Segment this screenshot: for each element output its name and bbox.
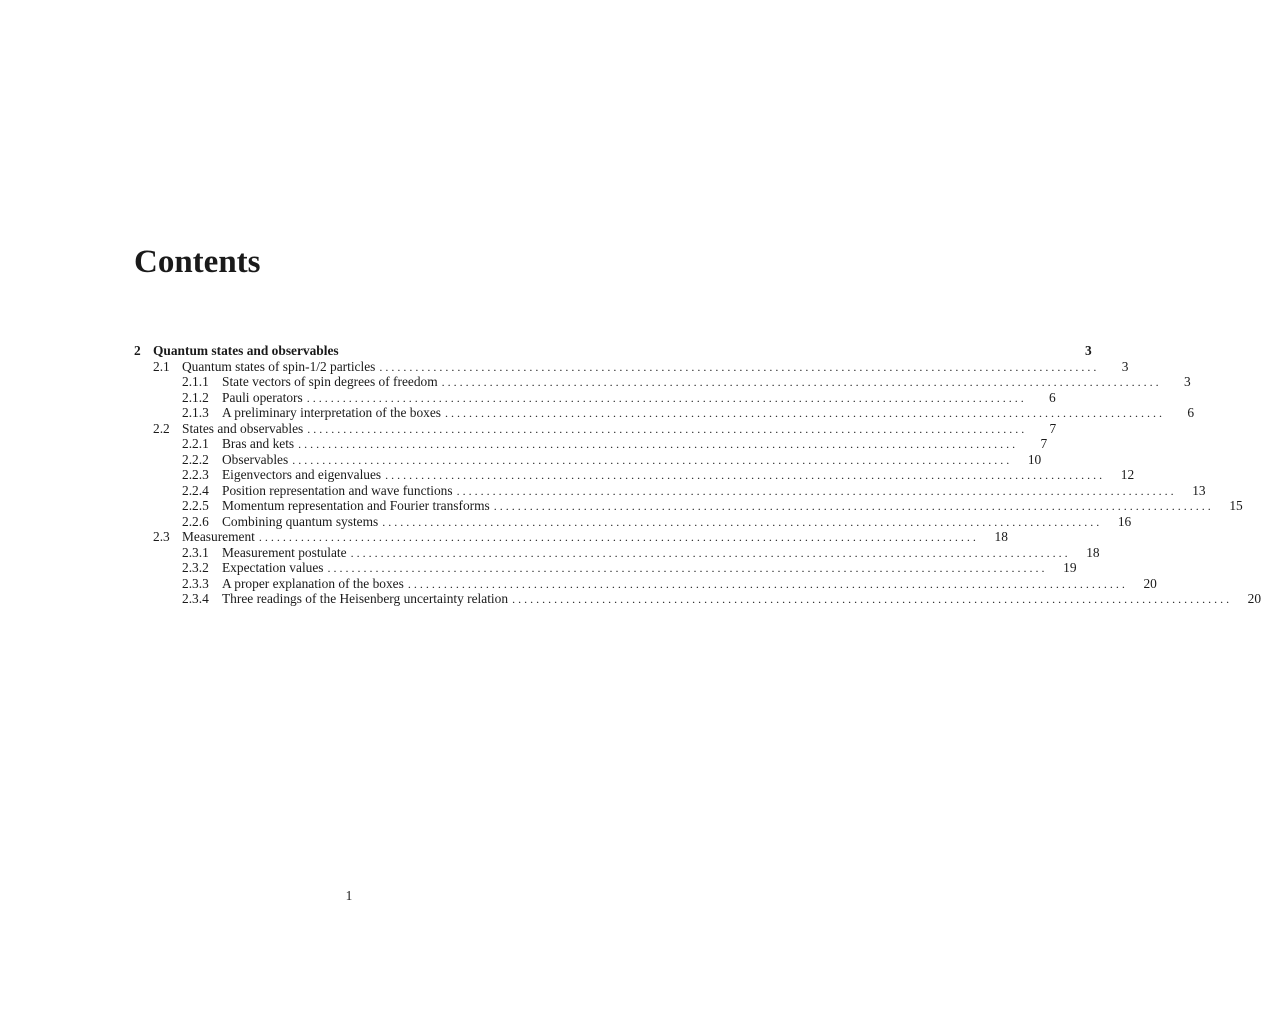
toc-entry-number: 2.1.3 [182,405,209,420]
toc-entry[interactable] [134,529,1008,545]
dot-leader: . . . . . . . . . . . . . . . . . . . . . . . . . . . . . . . . . . . . . . . . . . . . . . . . . . . . . . . . . . . . . . . . . . . . . . . . . . . . . . . . . . . . . . . . . . . . . . . . . . . . . . . . . . . . . . . . . . . . . . . . [407,576,1125,591]
toc-entry[interactable] [134,405,1195,421]
toc-entry-number: 2.3.1 [182,544,209,560]
toc-entry-number: 2.1.2 [182,389,209,405]
dot-leader: . . . . . . . . . . . . . . . . . . . . . . . . . . . . . . . . . . . . . . . . . . . . . . . . . . . . . . . . . . . . . . . . . . . . . . . . . . . . . . . . . . . . . . . . . . . . . . . . . . . . . . . . . . . . . . . . . . . . . . . . [258,530,976,544]
dot-leader: . . . . . . . . . . . . . . . . . . . . . . . . . . . . . . . . . . . . . . . . . . . . . . . . . . . . . . . . . . . . . . . . . . . . . . . . . . . . . . . . . . . . . . . . . . . . . . . . . . . . . . . . . . . . . . . . . . . . . . . . [306,390,1024,405]
toc-entry-page: 15 [1229,498,1243,513]
toc-entry-title: Expectation values [222,560,324,575]
dot-leader: . . . . . . . . . . . . . . . . . . . . . . . . . . . . . . . . . . . . . . . . . . . . . . . . . . . . . . . . . . . . . . . . . . . . . . . . . . . . . . . . . . . . . . . . . . . . . . . . . . . . . . . . . . . . . . . . . . . . . . . . [292,452,1010,467]
toc-entry-number: 2.3.3 [182,575,209,591]
toc-entry-page: 10 [1027,451,1042,467]
dot-leader: . . . . . . . . . . . . . . . . . . . . . . . . . . . . . . . . . . . . . . . . . . . . . . . . . . . . . . . . . . . . . . . . . . . . . . . . . . . . . . . . . . . . . . . . . . . . . . . . . . . . . . . . . . . . . . . . . . . . . . . . [445,406,1163,420]
toc-entry-number: 2.2.1 [182,436,209,451]
toc-entry[interactable] [134,560,1077,576]
dot-leader: . . . . . . . . . . . . . . . . . . . . . . . . . . . . . . . . . . . . . . . . . . . . . . . . . . . . . . . . . . . . . . . . . . . . . . . . . . . . . . . . . . . . . . . . . . . . . . . . . . . . . . . . . . . . . . . . . . . . . . . . [441,375,1159,389]
toc-entry-number: 2.1.1 [182,374,209,389]
dot-leader: . . . . . . . . . . . . . . . . . . . . . . . . . . . . . . . . . . . . . . . . . . . . . . . . . . . . . . . . . . . . . . . . . . . . . . . . . . . . . . . . . . . . . . . . . . . . . . . . . . . . . . . . . . . . . . . . . . . . . . . . [307,421,1025,436]
toc-entry-title: Observables [222,451,289,467]
table-of-contents [134,343,1261,607]
toc-entry-number: 2.2.2 [182,451,209,467]
dot-leader: . . . . . . . . . . . . . . . . . . . . . . . . . . . . . . . . . . . . . . . . . . . . . . . . . . . . . . . . . . . . . . . . . . . . . . . . . . . . . . . . . . . . . . . . . . . . . . . . . . . . . . . . . . . . . . . . . . . . . . . . [456,483,1174,498]
toc-entry[interactable] [134,358,1129,375]
toc-entry-number: 2.2.5 [182,498,209,513]
toc-entry-title: Quantum states of spin-1/2 particles [182,358,376,374]
dot-leader: . . . . . . . . . . . . . . . . . . . . . . . . . . . . . . . . . . . . . . . . . . . . . . . . . . . . . . . . . . . . . . . . . . . . . . . . . . . . . . . . . . . . . . . . . . . . . . . . . . . . . . . . . . . . . . . . . . . . . . . . [379,359,1097,374]
toc-entry-page: 20 [1247,591,1261,606]
toc-entry-number: 2.2.3 [182,467,209,482]
toc-entry-title: State vectors of spin degrees of freedom [222,374,438,389]
toc-entry[interactable] [134,343,1092,359]
dot-leader: . . . . . . . . . . . . . . . . . . . . . . . . . . . . . . . . . . . . . . . . . . . . . . . . . . . . . . . . . . . . . . . . . . . . . . . . . . . . . . . . . . . . . . . . . . . . . . . . . . . . . . . . . . . . . . . . . . . . . . . . [327,561,1045,575]
toc-entry-title: Eigenvectors and eigenvalues [222,467,382,482]
toc-entry-page: 3 [1183,374,1191,389]
toc-entry-title: A proper explanation of the boxes [222,575,404,591]
dot-leader: . . . . . . . . . . . . . . . . . . . . . . . . . . . . . . . . . . . . . . . . . . . . . . . . . . . . . . . . . . . . . . . . . . . . . . . . . . . . . . . . . . . . . . . . . . . . . . . . . . . . . . . . . . . . . . . . . . . . . . . . [493,499,1211,513]
toc-entry-title: Bras and kets [222,436,295,451]
toc-entry-number: 2.3 [153,529,170,544]
toc-entry-title: Measurement postulate [222,544,347,560]
toc-entry-title: A preliminary interpretation of the boxes [222,405,442,420]
toc-entry[interactable] [134,420,1057,437]
toc-entry-page: 12 [1120,467,1135,482]
toc-entry-title: Pauli operators [222,389,303,405]
toc-entry-title: Measurement [182,529,255,544]
toc-entry[interactable] [134,374,1191,390]
toc-entry[interactable] [134,467,1135,483]
toc-entry[interactable] [134,451,1042,468]
toc-entry-page: 13 [1192,482,1206,498]
toc-entry-title: Quantum states and observables [153,343,339,358]
toc-entry-page: 6 [1049,389,1056,405]
toc-entry[interactable] [134,482,1206,499]
toc-entry-number: 2.2 [153,420,170,436]
toc-entry[interactable] [134,389,1056,406]
dot-leader: . . . . . . . . . . . . . . . . . . . . . . . . . . . . . . . . . . . . . . . . . . . . . . . . . . . . . . . . . . . . . . . . . . . . . . . . . . . . . . . . . . . . . . . . . . . . . . . . . . . . . . . . . . . . . . . . . . . . . . . . [512,592,1230,606]
page-number: 1 [345,888,353,903]
toc-entry-title: Three readings of the Heisenberg uncertainty relation [222,591,509,606]
toc-entry-number: 2 [134,343,141,358]
toc-entry-title: Momentum representation and Fourier transforms [222,498,490,513]
toc-entry-page: 19 [1063,560,1077,575]
toc-entry[interactable] [134,436,1048,452]
toc-entry-page: 7 [1040,436,1048,451]
toc-entry-number: 2.2.4 [182,482,209,498]
toc-entry-page: 6 [1187,405,1195,420]
toc-entry-number: 2.1 [153,358,170,374]
toc-entry-title: Combining quantum systems [222,513,379,529]
page-title: Contents [134,244,261,280]
toc-entry-page: 16 [1117,513,1132,529]
toc-entry-page: 18 [994,529,1008,544]
dot-leader: . . . . . . . . . . . . . . . . . . . . . . . . . . . . . . . . . . . . . . . . . . . . . . . . . . . . . . . . . . . . . . . . . . . . . . . . . . . . . . . . . . . . . . . . . . . . . . . . . . . . . . . . . . . . . . . . . . . . . . . . [350,545,1068,560]
toc-entry[interactable] [134,575,1157,592]
toc-entry[interactable] [134,544,1100,561]
toc-entry-page: 18 [1086,544,1100,560]
toc-entry-title: Position representation and wave functions [222,482,453,498]
dot-leader: . . . . . . . . . . . . . . . . . . . . . . . . . . . . . . . . . . . . . . . . . . . . . . . . . . . . . . . . . . . . . . . . . . . . . . . . . . . . . . . . . . . . . . . . . . . . . . . . . . . . . . . . . . . . . . . . . . . . . . . . [382,514,1100,529]
dot-leader: . . . . . . . . . . . . . . . . . . . . . . . . . . . . . . . . . . . . . . . . . . . . . . . . . . . . . . . . . . . . . . . . . . . . . . . . . . . . . . . . . . . . . . . . . . . . . . . . . . . . . . . . . . . . . . . . . . . . . . . . [298,437,1016,451]
toc-entry[interactable] [134,591,1261,607]
toc-entry-page: 3 [1121,358,1129,374]
toc-entry-page: 3 [1084,343,1092,358]
toc-entry-number: 2.3.2 [182,560,209,575]
toc-entry-number: 2.2.6 [182,513,209,529]
toc-entry-number: 2.3.4 [182,591,209,606]
dot-leader: . . . . . . . . . . . . . . . . . . . . . . . . . . . . . . . . . . . . . . . . . . . . . . . . . . . . . . . . . . . . . . . . . . . . . . . . . . . . . . . . . . . . . . . . . . . . . . . . . . . . . . . . . . . . . . . . . . . . . . . . [385,468,1103,482]
toc-entry[interactable] [134,513,1132,530]
toc-entry[interactable] [134,498,1243,514]
toc-entry-page: 7 [1049,420,1057,436]
toc-entry-title: States and observables [182,420,304,436]
toc-entry-page: 20 [1143,575,1157,591]
